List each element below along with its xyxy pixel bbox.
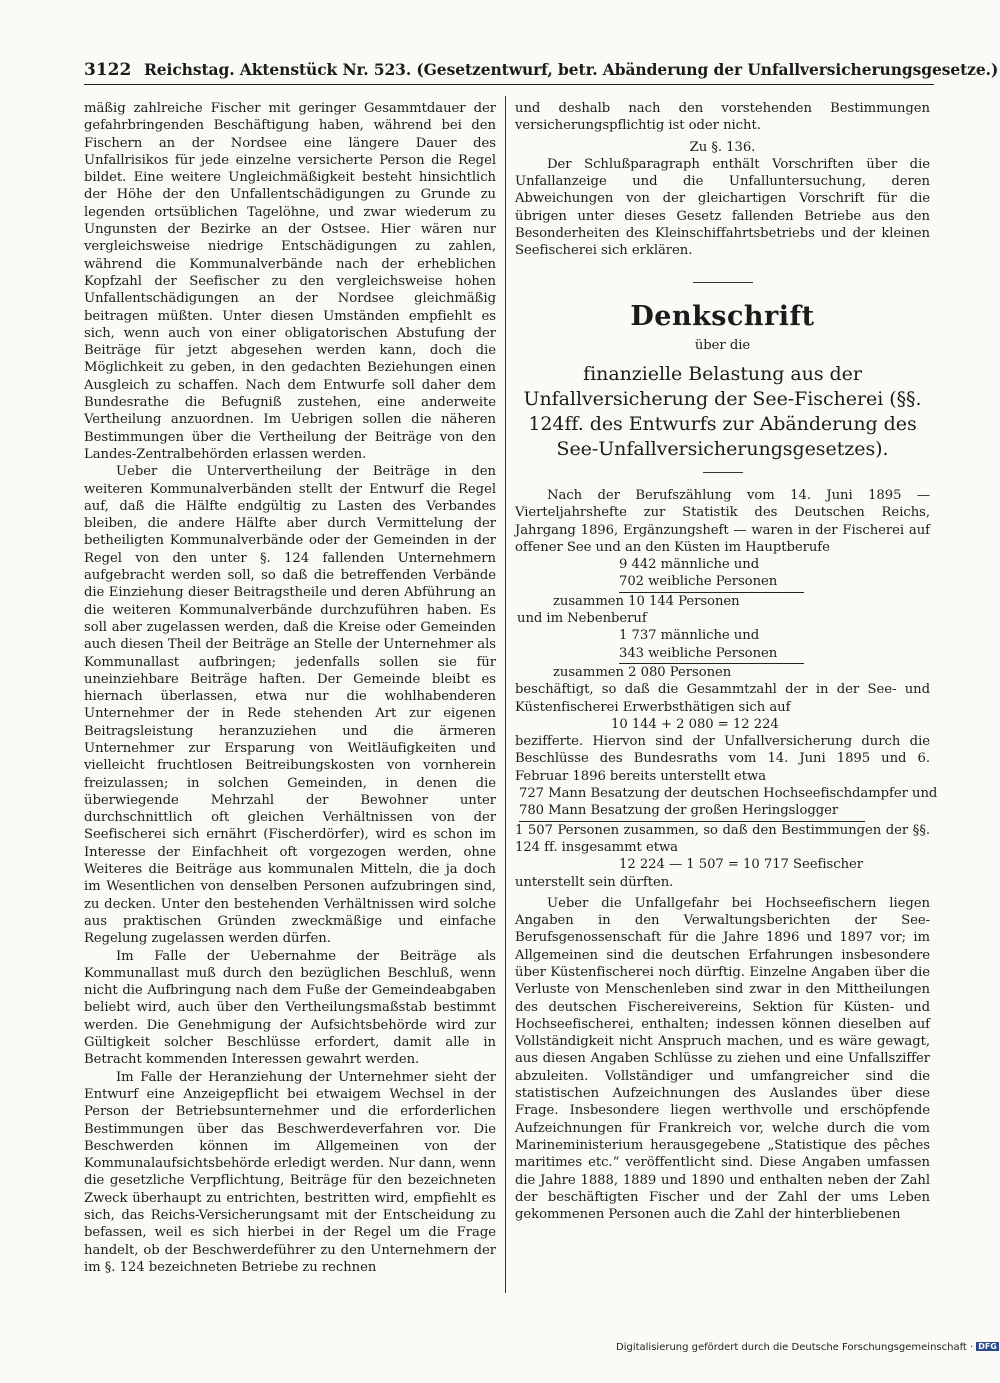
separator-rule <box>703 472 743 473</box>
stat-line: 1 737 männliche und <box>619 628 760 644</box>
paragraph: und deshalb nach den vorstehenden Bestimmungen versicherungspflichtig ist oder nicht. <box>515 101 930 134</box>
equation: 12 224 — 1 507 = 10 717 Seefischer <box>619 857 864 873</box>
paragraph: Im Falle der Heranziehung der Unternehmer sieht der Entwurf eine Anzeigepflicht bei etwaigem Wechsel in der Person der Betriebsunternehmer und die erforderlichen Bestimmungen über das Beschwerdeverfahren vor. Die Beschwerden können im Allgemeinen von der Kommunalaufsichtsbehörde erledigt werden. Nur dann, wenn die gesetzliche Verpflichtung, Beiträge für den bezeichneten Zweck überhaupt zu entrichten, bestritten wird, empfiehlt es sich, das Reichs-Versicherungsamt mit der Entscheidung zu befassen, weil es sich hierbei in der Regel um die Frage handelt, ob der Beschwerdeführer zu den Unternehmern der im §. 124 bezeichneten Betriebe zu rechnen <box>84 1069 496 1275</box>
paragraph: Ueber die Untervertheilung der Beiträge in den weiteren Kommunalverbänden stellt der Entwurf die Regel auf, daß die Hälfte endgültig zu Lasten des Verbandes bleiben, die andere Hälfte aber durch Vermittelung der betheiligten Kommunalverbände oder der Gemeinden in der Regel von den unter §. 124 fallenden Unternehmern aufgebracht werden soll, so daß die betreffenden Verbände die Einziehung dieser Beitragstheile und deren Abführung an die weiteren Kommunalverbände durchzuführen haben. Es soll aber zugelassen werden, daß die Kreise oder Gemeinden auch diesen Theil der Beiträge an Stelle der Unternehmer als Kommunallast aufbringen; jedenfalls sollen sie für uneinziehbare Beiträge haften. Der Gemeinde bleibt es hiernach überlassen, etwa nur die wohlhabenderen Unternehmer der in Rede stehenden Art zur eigenen Beitragsleistung heranzuziehen und die ärmeren Unternehmer zur Ersparung von Weitläufigkeiten und vielleicht fruchtlosen Beitreibungskosten von vornherein freizulassen; in solchen Gemeinden, in denen die überwiegende Mehrzahl der Bewohner unter durchschnittlich oft gleichen Verhältnissen von der Seefischerei sich ernährt (Fischerdörfer), wird es schon im Interesse der Einfachheit oft vorgezogen werden, ohne Weiteres die Beiträge aus kommunalen Mitteln, die ja doch im Wesentlichen von denselben Personen aufzubringen sind, zu decken. Unter den bestehenden Verhältnissen wird solche aus praktischen Gründen zweckmäßige und einfache Regelung zugelassen werden dürfen. <box>84 464 496 947</box>
paragraph: Der Schlußparagraph enthält Vorschriften über die Unfallanzeige und die Unfalluntersuchung, deren Abweichungen von der gleichartigen Vorschrift für die übrigen unter dieses Gesetz fallenden Betriebe aus den Besonderheiten des Kleinschiffahrtsbetriebs und der kleinen Seefischerei sich erklären. <box>515 156 930 259</box>
equation: 10 144 + 2 080 = 12 224 <box>611 716 779 732</box>
column-divider <box>505 96 506 1293</box>
stat-line: und im Nebenberuf <box>517 611 647 627</box>
stat-underlined: 343 weibliche Personen <box>619 645 804 664</box>
stat-line: 9 442 männliche und <box>619 557 760 573</box>
footer-text: Digitalisierung gefördert durch die Deutsche Forschungsgemeinschaft · <box>616 1342 974 1353</box>
right-column <box>515 100 938 1223</box>
stat-total: zusammen 2 080 Personen <box>553 664 732 680</box>
paragraph: Ueber die Unfallgefahr bei Hochseefischern liegen Angaben in den Verwaltungsberichten der See-Berufsgenossenschaft für die Jahre 1896 und 1897 vor; im Allgemeinen sind die deutschen Erfahrungen insbesondere über Küstenfischerei noch dürftig. Einzelne Angaben über die Verluste von Menschenleben sind zwar in den Mittheilungen des deutschen Fischereivereins, Sektion für Küsten- und Hochseefischerei, enthalten; indessen können dieselben auf Vollständigkeit nicht Anspruch machen, und es wäre gewagt, aus diesen Angaben Schlüsse zu ziehen und eine Unfallsziffer abzuleiten. Vollständiger und umfangreicher sind die statistischen Aufzeichnungen des Auslandes über diese Frage. Insbesondere liegen werthvolle und erschöpfende Aufzeichnungen für Frankreich vor, welche durch die vom Marineministerium herausgegebene „Statistique des pêches maritimes etc.“ veröffentlicht sind. Diese Angaben umfassen die Jahre 1888, 1889 und 1890 und enthalten neben der Zahl der beschäftigten Fischer und der Zahl der ums Leben gekommenen Personen auch die Zahl der hinterbliebenen <box>515 895 930 1223</box>
page-number: 3122 <box>84 60 132 80</box>
denkschrift-uber: über die <box>694 337 751 353</box>
running-title: Reichstag. Aktenstück Nr. 523. (Gesetzentwurf, betr. Abänderung der Unfallversicherungsgesetze.) <box>144 60 999 79</box>
stat-line <box>515 573 930 592</box>
crew-underlined: 780 Mann Besatzung der großen Heringslogger <box>519 802 865 821</box>
paragraph: unterstellt sein dürften. <box>515 874 674 890</box>
footer-credit <box>616 1342 999 1353</box>
section-heading: Zu §. 136. <box>689 139 756 155</box>
crew-line: 727 Mann Besatzung der deutschen Hochseefischdampfer und <box>519 786 938 802</box>
stat-underlined: 702 weibliche Personen <box>619 573 804 592</box>
paragraph: mäßig zahlreiche Fischer mit geringer Gesammtdauer der gefahrbringenden Beschäftigung haben, während bei den Fischern an der Nordsee eine längere Dauer des Unfallrisikos für jede einzelne versicherte Person die Regel bildet. Eine weitere Ungleichmäßigkeit besteht hinsichtlich der Höhe der den Unfallentschädigungen zu Grunde zu legenden ortsüblichen Tagelöhne, und zwar wiederum zu Ungunsten der Bezirke an der Ostsee. Hier wären nur vergleichsweise niedrige Entschädigungen zu zahlen, während die Kommunalverbände nach der erheblichen Kopfzahl der Seefischer zu den vergleichsweise hohen Unfallentschädigungen an der Nordsee gleichmäßig beitragen müßten. Unter diesen Umständen empfiehlt es sich, wenn auch von einer obligatorischen Abstufung der Beiträge für jetzt abgesehen werden kann, doch die Möglichkeit zu geben, in den gedachten Beziehungen einen Ausgleich zu schaffen. Nach dem Entwurfe soll daher dem Bundesrathe die Befugniß zustehen, eine anderweite Vertheilung anzuordnen. Im Uebrigen sollen die näheren Bestimmungen über die Vertheilung der Beiträge von den Landes-Zentralbehörden erlassen werden. <box>84 101 496 462</box>
paragraph: bezifferte. Hiervon sind der Unfallversicherung durch die Beschlüsse des Bundesraths vom 14. Juni 1895 und 6. Februar 1896 bereits unterstellt etwa <box>515 734 930 784</box>
stat-line <box>515 645 930 664</box>
stat-total: zusammen 10 144 Personen <box>553 593 740 609</box>
dfg-logo-icon: DFG <box>978 1342 997 1351</box>
separator-rule <box>693 282 753 283</box>
denkschrift-subtitle: finanzielle Belastung aus der Unfallversicherung der See-Fischerei (§§. 124ff. des Entwurfs zur Abänderung des See-Unfallversicherungsgesetzes). <box>523 362 922 460</box>
denkschrift-title: Denkschrift <box>630 300 815 332</box>
left-column <box>84 100 496 1276</box>
paragraph: Nach der Berufszählung vom 14. Juni 1895 — Vierteljahrshefte zur Statistik des Deutschen Reichs, Jahrgang 1896, Ergänzungsheft — waren in der Fischerei auf offener See und an den Küsten im Hauptberufe <box>515 487 930 555</box>
paragraph: Im Falle der Uebernahme der Beiträge als Kommunallast muß durch den bezüglichen Beschluß, wenn nicht die Aufbringung nach dem Fuße der Gemeindeabgaben beliebt wird, auch über den Vertheilungsmaßstab bestimmt werden. Die Genehmigung der Aufsichtsbehörde wird zur Gültigkeit solcher Beschlüsse erfordert, damit alle in Betracht kommenden Interessen gewahrt werden. <box>84 948 496 1068</box>
paragraph: 1 507 Personen zusammen, so daß den Bestimmungen der §§. 124 ff. insgesammt etwa <box>515 822 930 855</box>
page-header <box>84 58 999 85</box>
crew-line <box>515 802 930 821</box>
paragraph: beschäftigt, so daß die Gesammtzahl der in der See- und Küstenfischerei Erwerbsthätigen sich auf <box>515 682 930 715</box>
